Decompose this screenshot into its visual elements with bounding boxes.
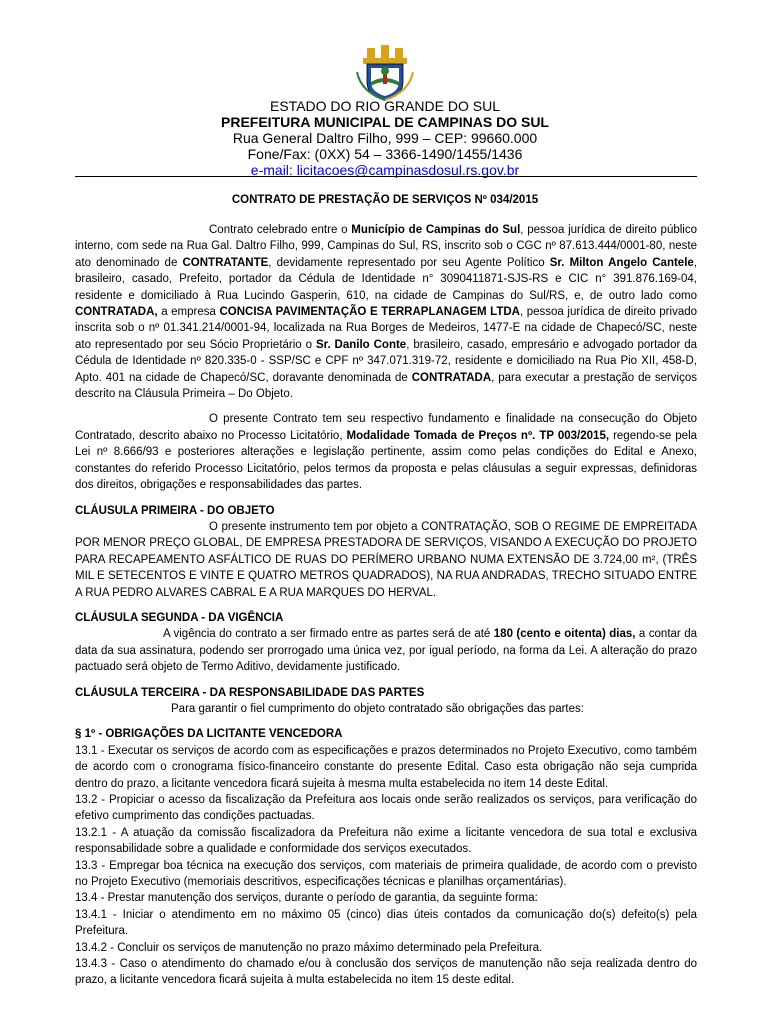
- list-item: 13.1 - Executar os serviços de acordo com as especificações e prazos determinados no Projeto Executivo, como também de acordo com o cronograma físico-financeiro constante do presente Edital. Caso esta obrigação não seja cumprida dentro do prazo, a licitante vencedora ficará sujeita à mesma multa estabelecida no item 14 deste Edital.: [75, 744, 697, 790]
- list-item: 13.2 - Propiciar o acesso da fiscalização da Prefeitura aos locais onde serão realizados os serviços, para verificação do efetivo cumprimento das condições pactuadas.: [75, 794, 697, 823]
- list-item: 13.4.2 - Concluir os serviços de manutenção no prazo máximo determinado pela Prefeitura.: [75, 941, 543, 954]
- phone-line: Fone/Fax: (0XX) 54 – 3366-1490/1455/1436: [247, 146, 523, 162]
- header-divider: [75, 176, 697, 177]
- prefecture-name: PREFEITURA MUNICIPAL DE CAMPINAS DO SUL: [221, 114, 549, 130]
- address-line: Rua General Daltro Filho, 999 – CEP: 99660.000: [232, 130, 538, 146]
- list-item: 13.4.3 - Caso o atendimento do chamado e/ou à conclusão dos serviços de manutenção não seja realizada dentro do prazo, a licitante vencedora ficará sujeita à multa estabelecida no item 15 deste edital.: [75, 958, 697, 987]
- municipal-coat-of-arms-icon: [355, 42, 415, 102]
- state-name: ESTADO DO RIO GRANDE DO SUL: [270, 98, 500, 114]
- email-link[interactable]: e-mail: licitacoes@campinasdosul.rs.gov.br: [250, 162, 520, 178]
- list-item: 13.4.1 - Iniciar o atendimento em no máximo 05 (cinco) dias úteis contados da comunicação do(s) defeito(s) pela Prefeitura.: [75, 908, 697, 938]
- clause-one-text: O presente instrumento tem por objeto a CONTRATAÇÃO, SOB O REGIME DE EMPREITADA POR MENOR PREÇO GLOBAL, DE EMPRESA PRESTADORA DE SERVIÇOS, VISANDO A EXECUÇÃO DO PROJETO PARA RECAPEAMENTO ASFÁLTICO DE RUAS DO PERÍMERO URBANO NUMA EXTENSÃO DE 3.724,00 m², (TRÊS MIL E SETECENTOS E VINTE E QUATRO METROS QUADRADOS), NA RUA ANDRADAS, TRECHO SITUADO ENTRE A RUA PEDRO ALVARES CABRAL E A RUA MARQUES DO HERVAL.: [75, 520, 697, 599]
- list-item: 13.2.1 - A atuação da comissão fiscalizadora da Prefeitura não exime a licitante vencedora de sua total e exclusiva responsabilidade sobre a qualidade e conformidade dos serviços executados.: [75, 826, 697, 856]
- letterhead: [0, 98, 770, 178]
- contract-body: [75, 222, 697, 989]
- clause-two-heading: CLÁUSULA SEGUNDA - DA VIGÊNCIA: [75, 611, 284, 624]
- clause-three-text: Para garantir o fiel cumprimento do objeto contratado são obrigações das partes:: [171, 702, 584, 715]
- section-one-heading: § 1º - OBRIGAÇÕES DA LICITANTE VENCEDORA: [75, 728, 343, 741]
- list-item: 13.3 - Empregar boa técnica na execução dos serviços, com materiais de primeira qualidade, de acordo com o previsto no Projeto Executivo (memoriais descritivos, especificações técnicas e planilhas orçamentárias).: [75, 859, 697, 889]
- basis-paragraph: O presente Contrato tem seu respectivo fundamento e finalidade na consecução do Objeto Contratado, descrito abaixo no Processo Licitatório, Modalidade Tomada de Preços nº. TP 003/2015, regendo-se pela Lei nº 8.666/93 e posteriores alterações e legislação pertinente, assim como pelas condições do Edital e Anexo, constantes do referido Processo Licitatório, pelos termos da proposta e pelas cláusulas a seguir expressas, definidoras dos direitos, obrigações e responsabilidades das partes.: [75, 413, 698, 492]
- parties-paragraph: Contrato celebrado entre o Município de Campinas do Sul, pessoa jurídica de direito público interno, com sede na Rua Gal. Daltro Filho, 999, Campinas do Sul, RS, inscrito sob o CGC nº 87.613.444/0001-80, neste ato denominado de CONTRATANTE, devidamente representado por seu Agente Político Sr. Milton Angelo Cantele, brasileiro, casado, Prefeito, portador da Cédula de Identidade n° 3090411871-SJS-RS e CIC n° 391.876.169-04, residente e domiciliado à Rua Lucindo Gasperin, 610, na cidade de Campinas do Sul/RS, e, de outro lado como CONTRATADA, a empresa CONCISA PAVIMENTAÇÃO E TERRAPLANAGEM LTDA, pessoa jurídica de direito privado inscrita sob o nº 01.341.214/0001-94, localizada na Rua Borges de Medeiros, 1477-E na cidade de Chapecó/SC, neste ato representado por seu Sócio Proprietário o Sr. Danilo Conte, brasileiro, casado, empresário e advogado portador da Cédula de Identidade nº 820.335-0 - SSP/SC e CPF nº 347.071.319-72, residente e domiciliado na Rua Pio XII, 458-D, Apto. 401 na cidade de Chapecó/SC, doravante denominada de CONTRATADA, para executar a prestação de serviços descrito na Cláusula Primeira – Do Objeto.: [75, 224, 698, 401]
- clause-two-text: A vigência do contrato a ser firmado entre as partes será de até 180 (cento e oitenta) dias, a contar da data da sua assinatura, podendo ser prorrogado uma única vez, por igual período, na forma da Lei. A alteração do prazo pactuado será objeto de Termo Aditivo, devidamente justificado.: [75, 628, 697, 674]
- list-item: 13.4 - Prestar manutenção dos serviços, durante o período de garantia, da seguinte forma:: [75, 892, 538, 905]
- clause-three-heading: CLÁUSULA TERCEIRA - DA RESPONSABILIDADE DAS PARTES: [75, 686, 425, 699]
- clause-one-heading: CLÁUSULA PRIMEIRA - DO OBJETO: [75, 504, 275, 517]
- contract-title: CONTRATO DE PRESTAÇÃO DE SERVIÇOS Nº 034/2015: [231, 194, 539, 206]
